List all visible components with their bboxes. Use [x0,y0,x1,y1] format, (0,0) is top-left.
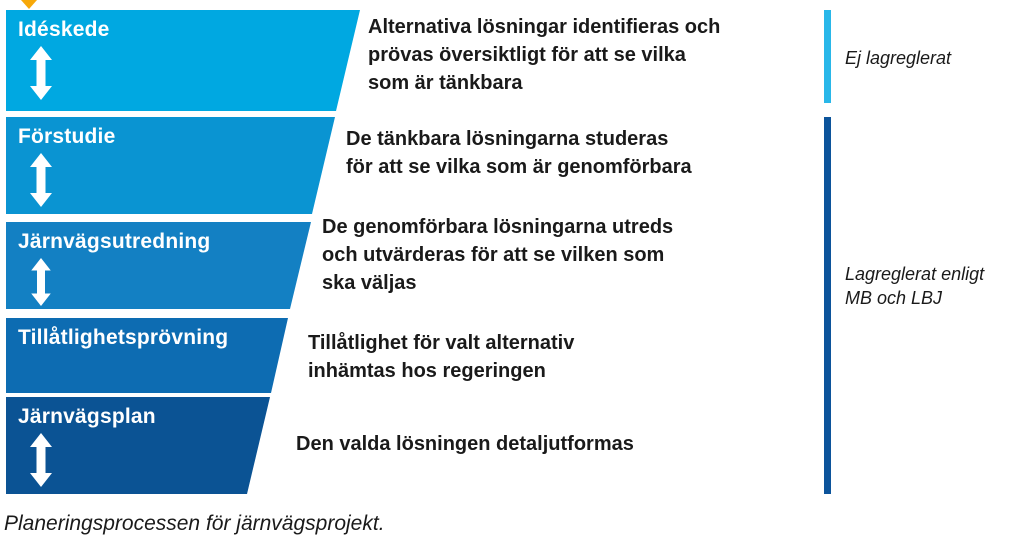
double-vertical-arrow-icon [30,46,52,100]
legend-label-line: Lagreglerat enligt [845,264,985,284]
stage-description-forstudie [346,125,692,181]
funnel-stage-jarnvagsplan [6,397,270,494]
legend-bar-regulated [824,117,831,494]
description-line: inhämtas hos regeringen [308,360,546,382]
description-line: för att se vilka som är genomförbara [346,156,692,178]
stage-description-tillatlighetsprovning [308,329,574,385]
description-line: som är tänkbara [368,72,523,94]
description-line: De tänkbara lösningarna studeras [346,128,669,150]
double-vertical-arrow-icon [30,153,52,207]
legend-label-line: MB och LBJ [845,288,943,308]
double-vertical-arrow-icon [30,258,52,306]
description-line: och utvärderas för att se vilken som [322,244,665,266]
start-arrow-icon [21,0,37,9]
funnel-stage-forstudie [6,117,335,214]
stage-description-jarnvagsutredning [322,213,673,297]
stage-description-ideskede [368,13,720,97]
funnel-stage-ideskede [6,10,360,111]
stage-label: Tillåtlighetsprövning [18,326,229,349]
legend-label-unregulated: Ej lagreglerat [845,48,952,68]
stage-description-jarnvagsplan [296,430,634,458]
description-line: De genomförbara lösningarna utreds [322,216,674,238]
stage-label: Idéskede [18,18,110,41]
description-line: Alternativa lösningar identifieras och [368,16,721,38]
double-vertical-arrow-icon [30,433,52,487]
funnel-stage-jarnvagsutredning [6,222,311,309]
funnel-stage-tillatlighetsprovning [6,318,288,393]
stage-label: Järnvägsplan [18,405,156,428]
description-line: Tillåtlighet för valt alternativ [308,332,575,354]
description-line: prövas översiktligt för att se vilka [368,44,686,66]
stage-label: Förstudie [18,125,116,148]
stage-label: Järnvägsutredning [18,230,211,253]
description-line: Den valda lösningen detaljutformas [296,433,634,455]
diagram-caption: Planeringsprocessen för järnvägsprojekt. [4,512,385,535]
legend-bar-unregulated [824,10,831,103]
description-line: ska väljas [322,272,417,294]
legend-label-regulated [845,262,984,310]
